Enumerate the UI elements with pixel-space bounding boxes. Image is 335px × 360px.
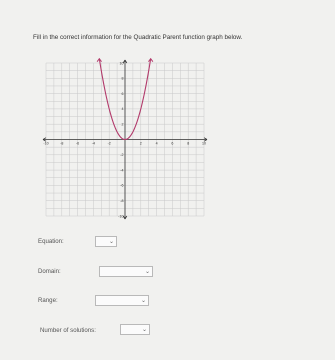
domain-select[interactable] xyxy=(99,266,153,277)
y-tick-label: -2 xyxy=(120,153,124,158)
y-tick-label: 10 xyxy=(119,61,124,66)
equation-select[interactable] xyxy=(95,236,117,247)
solutions-select[interactable] xyxy=(120,324,150,335)
range-label: Range: xyxy=(38,297,58,304)
solutions-label: Number of solutions: xyxy=(40,327,96,334)
quadratic-graph xyxy=(40,57,210,222)
y-tick-label: 2 xyxy=(121,122,124,127)
y-tick-label: 4 xyxy=(121,107,124,112)
x-tick-label: -4 xyxy=(91,141,96,146)
x-tick-label: 8 xyxy=(187,141,190,146)
question-prompt: Fill in the correct information for the Quadratic Parent function graph below. xyxy=(33,34,243,41)
chevron-down-icon: ⌄ xyxy=(144,269,150,275)
y-tick-label: 6 xyxy=(121,91,124,96)
y-tick-label: -4 xyxy=(120,168,124,173)
x-tick-label: -10 xyxy=(43,141,49,146)
chevron-down-icon: ⌄ xyxy=(140,298,146,304)
equation-label: Equation: xyxy=(38,238,64,245)
chevron-down-icon: ⌄ xyxy=(108,239,114,245)
range-select[interactable] xyxy=(95,295,149,306)
x-tick-label: 2 xyxy=(139,141,142,146)
x-tick-label: -6 xyxy=(75,141,80,146)
x-tick-label: 10 xyxy=(202,141,206,146)
domain-label: Domain: xyxy=(38,268,61,275)
x-tick-label: 4 xyxy=(155,141,158,146)
y-tick-label: -8 xyxy=(120,199,124,203)
y-tick-label: 8 xyxy=(121,76,124,81)
y-tick-label: -6 xyxy=(120,183,124,188)
chevron-down-icon: ⌄ xyxy=(141,327,147,333)
x-tick-label: -8 xyxy=(60,141,64,146)
y-tick-label: -10 xyxy=(118,214,124,219)
x-tick-label: -2 xyxy=(107,141,111,146)
x-tick-label: 6 xyxy=(171,141,174,146)
